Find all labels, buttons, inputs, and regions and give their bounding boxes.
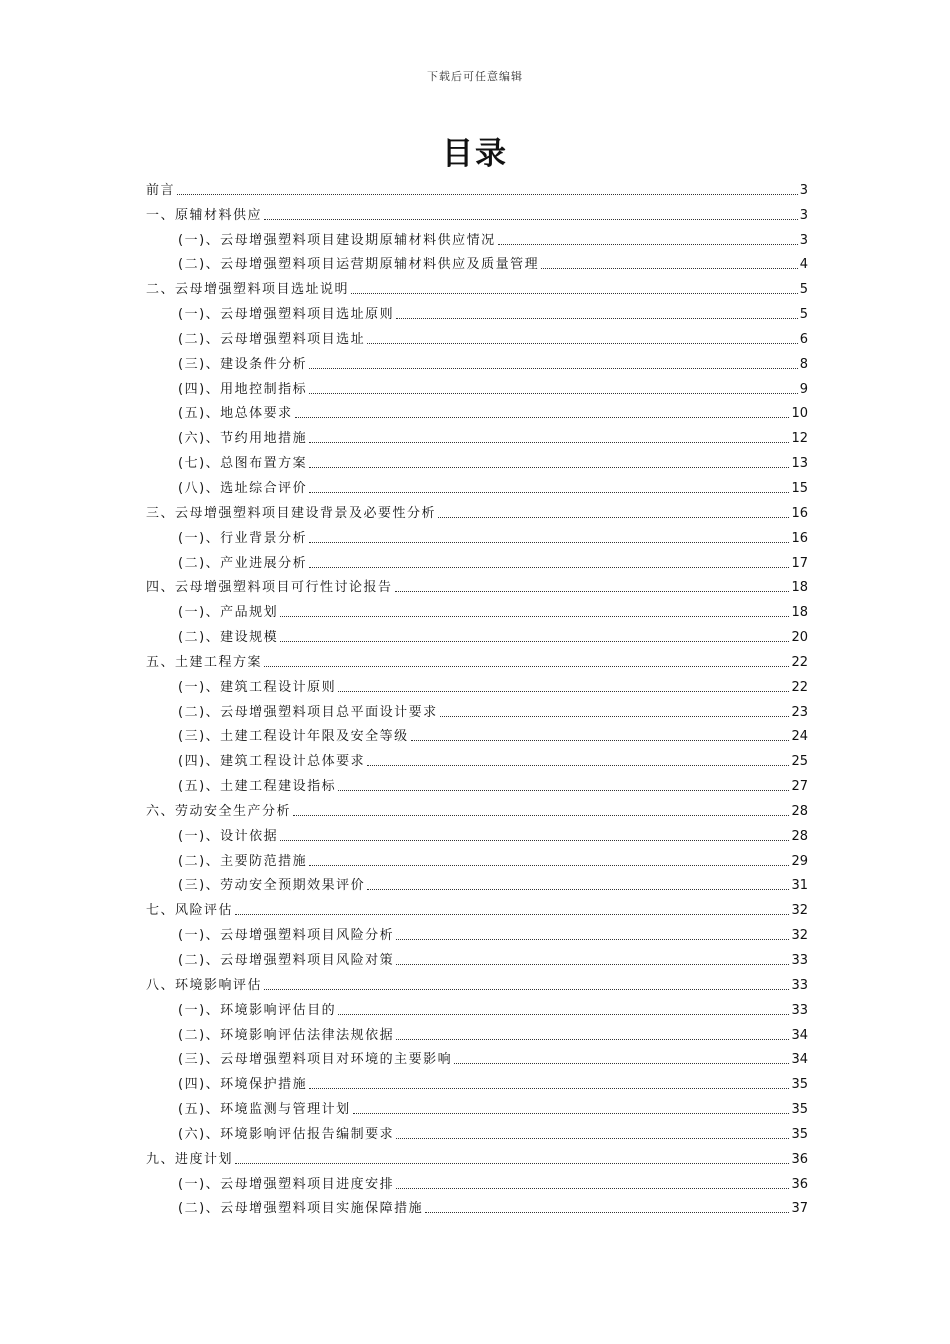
toc-entry-page: 32: [791, 928, 808, 944]
toc-entry-page: 4: [799, 257, 808, 273]
toc-entry-label: (一)、建筑工程设计原则: [178, 679, 337, 695]
toc-entry-label: (五)、土建工程建设指标: [178, 779, 337, 795]
toc-leader-dots: [309, 492, 789, 493]
toc-entry[interactable]: [146, 348, 808, 373]
toc-entry-label: 五、土建工程方案: [146, 654, 263, 670]
toc-entry[interactable]: [146, 820, 808, 845]
toc-entry[interactable]: [146, 969, 808, 994]
toc-entry[interactable]: [146, 497, 808, 522]
toc-entry[interactable]: [146, 795, 808, 820]
toc-entry-page: 36: [791, 1151, 808, 1167]
toc-entry[interactable]: [146, 1019, 808, 1044]
toc-leader-dots: [396, 1039, 789, 1040]
toc-entry[interactable]: [146, 994, 808, 1019]
toc-entry-page: 32: [791, 903, 808, 919]
toc-entry-label: (二)、云母增强塑料项目运营期原辅材料供应及质量管理: [178, 257, 540, 273]
toc-entry-label: (一)、行业背景分析: [178, 530, 308, 546]
toc-entry-label: 七、风险评估: [146, 903, 234, 919]
toc-entry[interactable]: [146, 1044, 808, 1069]
toc-leader-dots: [411, 740, 790, 741]
toc-entry-page: 17: [791, 555, 808, 571]
toc-entry-label: 二、云母增强塑料项目选址说明: [146, 282, 350, 298]
toc-entry[interactable]: [146, 224, 808, 249]
toc-entry[interactable]: [146, 373, 808, 398]
toc-entry-label: (二)、环境影响评估法律法规依据: [178, 1027, 395, 1043]
toc-entry[interactable]: [146, 1193, 808, 1218]
toc-leader-dots: [280, 616, 789, 617]
toc-entry-label: (四)、环境保护措施: [178, 1077, 308, 1093]
toc-leader-dots: [351, 293, 798, 294]
toc-entry-page: 33: [791, 1002, 808, 1018]
toc-entry-page: 33: [791, 977, 808, 993]
toc-leader-dots: [235, 914, 789, 915]
toc-entry[interactable]: [146, 696, 808, 721]
toc-entry-page: 6: [799, 331, 808, 347]
toc-entry-label: (一)、设计依据: [178, 828, 279, 844]
toc-leader-dots: [396, 1138, 789, 1139]
toc-leader-dots: [295, 417, 790, 418]
toc-leader-dots: [367, 765, 789, 766]
toc-entry[interactable]: [146, 199, 808, 224]
toc-entry-page: 34: [791, 1052, 808, 1068]
toc-entry-label: (八)、选址综合评价: [178, 480, 308, 496]
toc-leader-dots: [541, 268, 798, 269]
toc-entry-label: 四、云母增强塑料项目可行性讨论报告: [146, 580, 393, 596]
toc-entry[interactable]: [146, 1118, 808, 1143]
toc-leader-dots: [396, 964, 789, 965]
toc-entry[interactable]: [146, 273, 808, 298]
toc-leader-dots: [396, 1188, 789, 1189]
toc-entry[interactable]: [146, 472, 808, 497]
toc-entry[interactable]: [146, 522, 808, 547]
toc-leader-dots: [293, 815, 789, 816]
toc-leader-dots: [367, 343, 798, 344]
toc-entry-page: 3: [799, 207, 808, 223]
toc-entry-page: 35: [791, 1126, 808, 1142]
toc-leader-dots: [309, 542, 789, 543]
toc-entry-label: (一)、云母增强塑料项目风险分析: [178, 928, 395, 944]
toc-entry[interactable]: [146, 422, 808, 447]
toc-entry[interactable]: [146, 671, 808, 696]
toc-entry-page: 20: [791, 630, 808, 646]
toc-leader-dots: [338, 691, 789, 692]
toc-title: 目录: [442, 136, 508, 172]
toc-entry[interactable]: [146, 646, 808, 671]
toc-leader-dots: [309, 1088, 789, 1089]
toc-entry-label: (五)、环境监测与管理计划: [178, 1102, 351, 1118]
page-header-note: 下载后可任意编辑: [427, 70, 523, 83]
toc-entry-page: 36: [791, 1176, 808, 1192]
toc-entry-label: (七)、总图布置方案: [178, 456, 308, 472]
toc-leader-dots: [440, 716, 790, 717]
toc-entry-label: (四)、用地控制指标: [178, 381, 308, 397]
toc-leader-dots: [338, 1014, 789, 1015]
toc-entry-page: 16: [791, 530, 808, 546]
toc-entry-page: 12: [791, 431, 808, 447]
toc-entry[interactable]: [146, 770, 808, 795]
toc-entry-page: 9: [799, 381, 808, 397]
toc-entry[interactable]: [146, 1093, 808, 1118]
toc-entry-page: 18: [791, 580, 808, 596]
toc-entry-label: (三)、劳动安全预期效果评价: [178, 878, 366, 894]
toc-entry[interactable]: [146, 745, 808, 770]
toc-leader-dots: [338, 790, 789, 791]
toc-entry-label: (六)、节约用地措施: [178, 431, 308, 447]
toc-entry-page: 13: [791, 456, 808, 472]
toc-entry-page: 8: [799, 356, 808, 372]
toc-entry[interactable]: [146, 721, 808, 746]
toc-leader-dots: [309, 467, 789, 468]
toc-leader-dots: [396, 318, 798, 319]
toc-leader-dots: [395, 591, 790, 592]
toc-entry-label: 三、云母增强塑料项目建设背景及必要性分析: [146, 505, 437, 521]
toc-leader-dots: [280, 641, 789, 642]
toc-entry-page: 10: [791, 406, 808, 422]
toc-entry[interactable]: [146, 323, 808, 348]
toc-entry-label: (一)、云母增强塑料项目进度安排: [178, 1176, 395, 1192]
toc-leader-dots: [309, 368, 798, 369]
toc-entry[interactable]: [146, 944, 808, 969]
toc-entry[interactable]: [146, 1068, 808, 1093]
toc-entry-label: (四)、建筑工程设计总体要求: [178, 754, 366, 770]
toc-entry-label: (二)、建设规模: [178, 630, 279, 646]
toc-entry-page: 34: [791, 1027, 808, 1043]
toc-entry-page: 23: [791, 704, 808, 720]
toc-entry[interactable]: [146, 249, 808, 274]
toc-entry-label: (二)、云母增强塑料项目实施保障措施: [178, 1201, 424, 1217]
toc-entry-page: 31: [791, 878, 808, 894]
toc-entry-page: 22: [791, 654, 808, 670]
toc-entry-label: 前言: [146, 182, 176, 198]
toc-entry-page: 35: [791, 1102, 808, 1118]
toc-entry-label: (二)、云母增强塑料项目风险对策: [178, 953, 395, 968]
toc-entry-label: (一)、环境影响评估目的: [178, 1002, 337, 1018]
toc-leader-dots: [309, 442, 789, 443]
toc-entry-label: (二)、云母增强塑料项目总平面设计要求: [178, 704, 438, 720]
toc-entry-label: (三)、云母增强塑料项目对环境的主要影响: [178, 1052, 453, 1068]
toc-leader-dots: [454, 1063, 789, 1064]
toc-entry-label: (二)、云母增强塑料项目选址: [178, 331, 366, 347]
toc-leader-dots: [309, 567, 789, 568]
toc-entry-label: 一、原辅材料供应: [146, 207, 263, 223]
toc-leader-dots: [264, 219, 798, 220]
toc-entry-label: (二)、产业进展分析: [178, 555, 308, 571]
toc-entry[interactable]: [146, 621, 808, 646]
toc-entry-page: 37: [791, 1201, 808, 1217]
toc-entry[interactable]: [146, 596, 808, 621]
toc-entry-page: 29: [791, 853, 808, 869]
toc-entry-page: 5: [799, 282, 808, 298]
toc-entry-label: (一)、云母增强塑料项目建设期原辅材料供应情况: [178, 232, 496, 248]
toc-entry-page: 18: [791, 605, 808, 621]
toc-entry[interactable]: [146, 447, 808, 472]
toc-entry[interactable]: [146, 174, 808, 199]
toc-entry-page: 16: [791, 505, 808, 521]
toc-leader-dots: [498, 244, 798, 245]
toc-entry-label: (五)、地总体要求: [178, 406, 293, 422]
toc-leader-dots: [396, 939, 789, 940]
toc-entry[interactable]: [146, 1143, 808, 1168]
toc-entry-page: 22: [791, 679, 808, 695]
toc-entry-label: (三)、建设条件分析: [178, 356, 308, 372]
toc-leader-dots: [309, 865, 789, 866]
toc-entry-page: 27: [791, 779, 808, 795]
toc-entry[interactable]: [146, 547, 808, 572]
toc-entry-page: 33: [791, 953, 808, 968]
toc-entry-label: (六)、环境影响评估报告编制要求: [178, 1126, 395, 1142]
toc-entry[interactable]: [146, 298, 808, 323]
toc-entry-label: 八、环境影响评估: [146, 977, 263, 993]
toc-entry-label: 六、劳动安全生产分析: [146, 803, 292, 819]
toc-entry-label: (二)、主要防范措施: [178, 853, 308, 869]
toc-leader-dots: [235, 1163, 789, 1164]
toc-entry-page: 3: [799, 232, 808, 248]
toc-leader-dots: [280, 840, 789, 841]
toc-leader-dots: [367, 889, 789, 890]
toc-leader-dots: [425, 1212, 789, 1213]
toc-entry-page: 28: [791, 828, 808, 844]
toc-entry[interactable]: [146, 398, 808, 423]
toc-entry[interactable]: [146, 1168, 808, 1193]
toc-leader-dots: [309, 393, 798, 394]
toc-leader-dots: [438, 517, 789, 518]
toc-entry-page: 15: [791, 480, 808, 496]
toc-entry[interactable]: [146, 894, 808, 919]
toc-leader-dots: [177, 194, 798, 195]
toc-entry-page: 28: [791, 803, 808, 819]
toc-entry[interactable]: [146, 870, 808, 895]
toc-entry-page: 25: [791, 754, 808, 770]
toc-entry-page: 24: [791, 729, 808, 745]
toc-entry-page: 5: [799, 307, 808, 323]
toc-entry-label: (三)、土建工程设计年限及安全等级: [178, 729, 409, 745]
toc-leader-dots: [353, 1113, 790, 1114]
toc-entry-label: 九、进度计划: [146, 1151, 234, 1167]
table-of-contents: [146, 174, 808, 1217]
toc-entry[interactable]: [146, 572, 808, 597]
toc-entry-page: 3: [799, 182, 808, 198]
toc-entry-label: (一)、云母增强塑料项目选址原则: [178, 307, 395, 323]
toc-entry-label: (一)、产品规划: [178, 605, 279, 621]
toc-entry-page: 35: [791, 1077, 808, 1093]
toc-leader-dots: [264, 989, 789, 990]
toc-entry[interactable]: [146, 845, 808, 870]
toc-leader-dots: [264, 666, 789, 667]
toc-entry[interactable]: [146, 919, 808, 944]
